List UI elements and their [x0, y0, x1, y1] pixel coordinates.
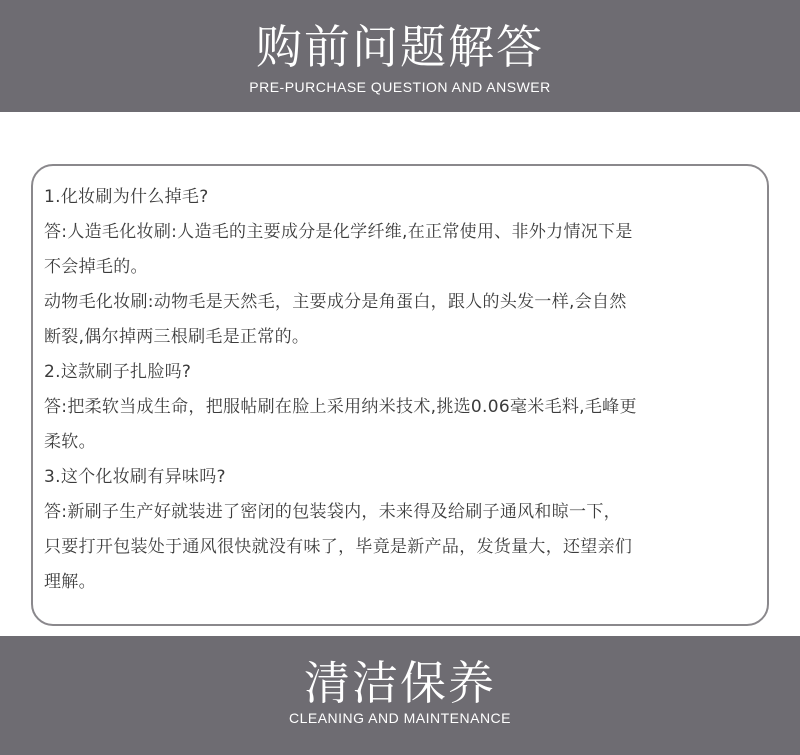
- faq-answer-3-line-2: 只要打开包装处于通风很快就没有味了，毕竟是新产品，发货量大，还望亲们: [44, 537, 633, 557]
- faq-answer-1-line-4: 断裂,偶尔掉两三根刷毛是正常的。: [44, 327, 310, 347]
- footer-banner: [0, 636, 800, 755]
- page-subtitle: PRE-PURCHASE QUESTION AND ANSWER: [249, 79, 551, 95]
- faq-answer-3-line-3: 理解。: [44, 572, 96, 592]
- faq-question-3: 3.这个化妆刷有异味吗?: [44, 467, 226, 487]
- faq-answer-1-line-1: 答:人造毛化妆刷:人造毛的主要成分是化学纤维,在正常使用、非外力情况下是: [44, 222, 633, 242]
- faq-answer-1-line-2: 不会掉毛的。: [44, 257, 148, 277]
- section-subtitle: CLEANING AND MAINTENANCE: [288, 710, 512, 726]
- section-title: 清洁保养: [304, 656, 496, 710]
- faq-box: [31, 164, 769, 626]
- page-title: 购前问题解答: [256, 20, 544, 74]
- header-banner: [0, 0, 800, 112]
- faq-question-2: 2.这款刷子扎脸吗?: [44, 362, 192, 382]
- faq-answer-2-line-2: 柔软。: [44, 432, 96, 452]
- faq-answer-1-line-3: 动物毛化妆刷:动物毛是天然毛，主要成分是角蛋白，跟人的头发一样,会自然: [44, 292, 627, 312]
- faq-answer-3-line-1: 答:新刷子生产好就装进了密闭的包装袋内，未来得及给刷子通风和晾一下，: [44, 502, 621, 522]
- faq-question-1: 1.化妆刷为什么掉毛?: [44, 187, 209, 207]
- faq-answer-2-line-1: 答:把柔软当成生命，把服帖刷在脸上采用纳米技术,挑选0.06毫米毛料,毛峰更: [44, 397, 637, 417]
